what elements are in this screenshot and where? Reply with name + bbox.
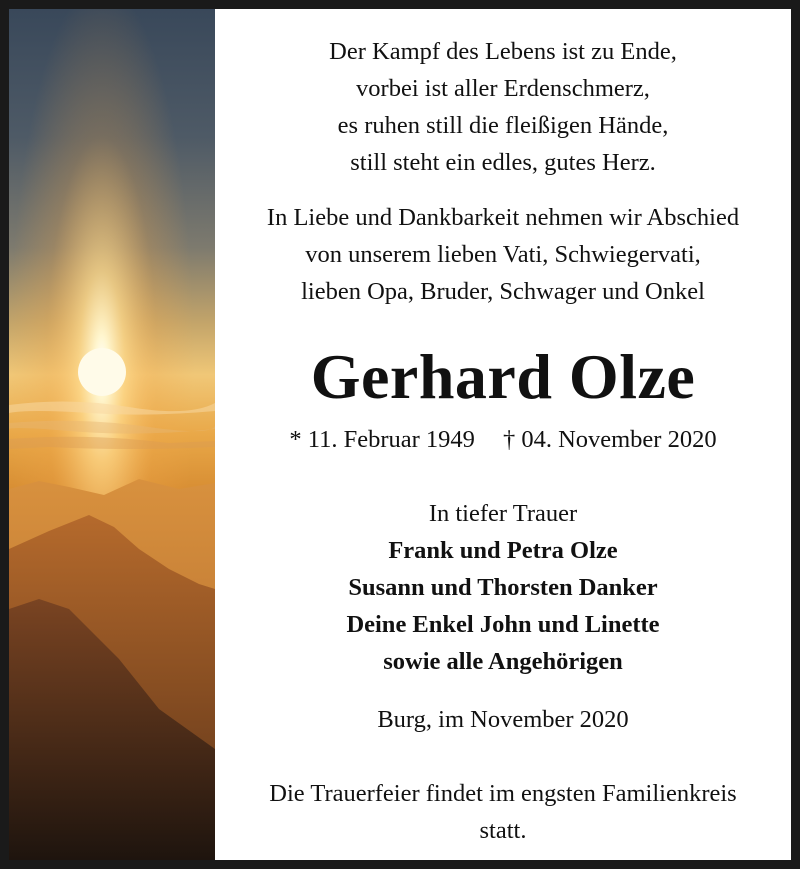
- deceased-name: Gerhard Olze: [310, 341, 696, 412]
- notice-text-panel: [215, 9, 791, 860]
- place-date-line: Burg, im November 2020: [377, 706, 629, 733]
- mourner-name: Deine Enkel John und Linette: [346, 611, 660, 638]
- funeral-line: statt.: [479, 817, 527, 844]
- mourners-list: [215, 495, 791, 680]
- mourner-name: sowie alle Angehörigen: [383, 648, 623, 675]
- death-date: † 04. November 2020: [502, 426, 717, 453]
- mourner-name: Frank und Petra Olze: [388, 537, 618, 564]
- mourner-name: Susann und Thorsten Danker: [348, 574, 658, 601]
- verse-line: es ruhen still die fleißigen Hände,: [337, 112, 669, 139]
- life-dates: [215, 421, 791, 458]
- intro-line: In Liebe und Dankbarkeit nehmen wir Abschied: [266, 204, 740, 231]
- funeral-note: [215, 775, 791, 849]
- farewell-intro: [215, 199, 791, 310]
- funeral-line: Die Trauerfeier findet im engsten Familienkreis: [269, 780, 737, 807]
- intro-line: von unserem lieben Vati, Schwiegervati,: [305, 241, 701, 268]
- verse-line: still steht ein edles, gutes Herz.: [350, 149, 656, 176]
- sunset-mountain-image: [9, 9, 215, 860]
- place-and-date: [215, 701, 791, 738]
- verse-line: vorbei ist aller Erdenschmerz,: [356, 75, 650, 102]
- mourning-heading: In tiefer Trauer: [428, 500, 578, 527]
- intro-line: lieben Opa, Bruder, Schwager und Onkel: [301, 278, 705, 305]
- memorial-verse: [215, 33, 791, 181]
- birth-date: * 11. Februar 1949: [289, 426, 475, 453]
- verse-line: Der Kampf des Lebens ist zu Ende,: [329, 38, 677, 65]
